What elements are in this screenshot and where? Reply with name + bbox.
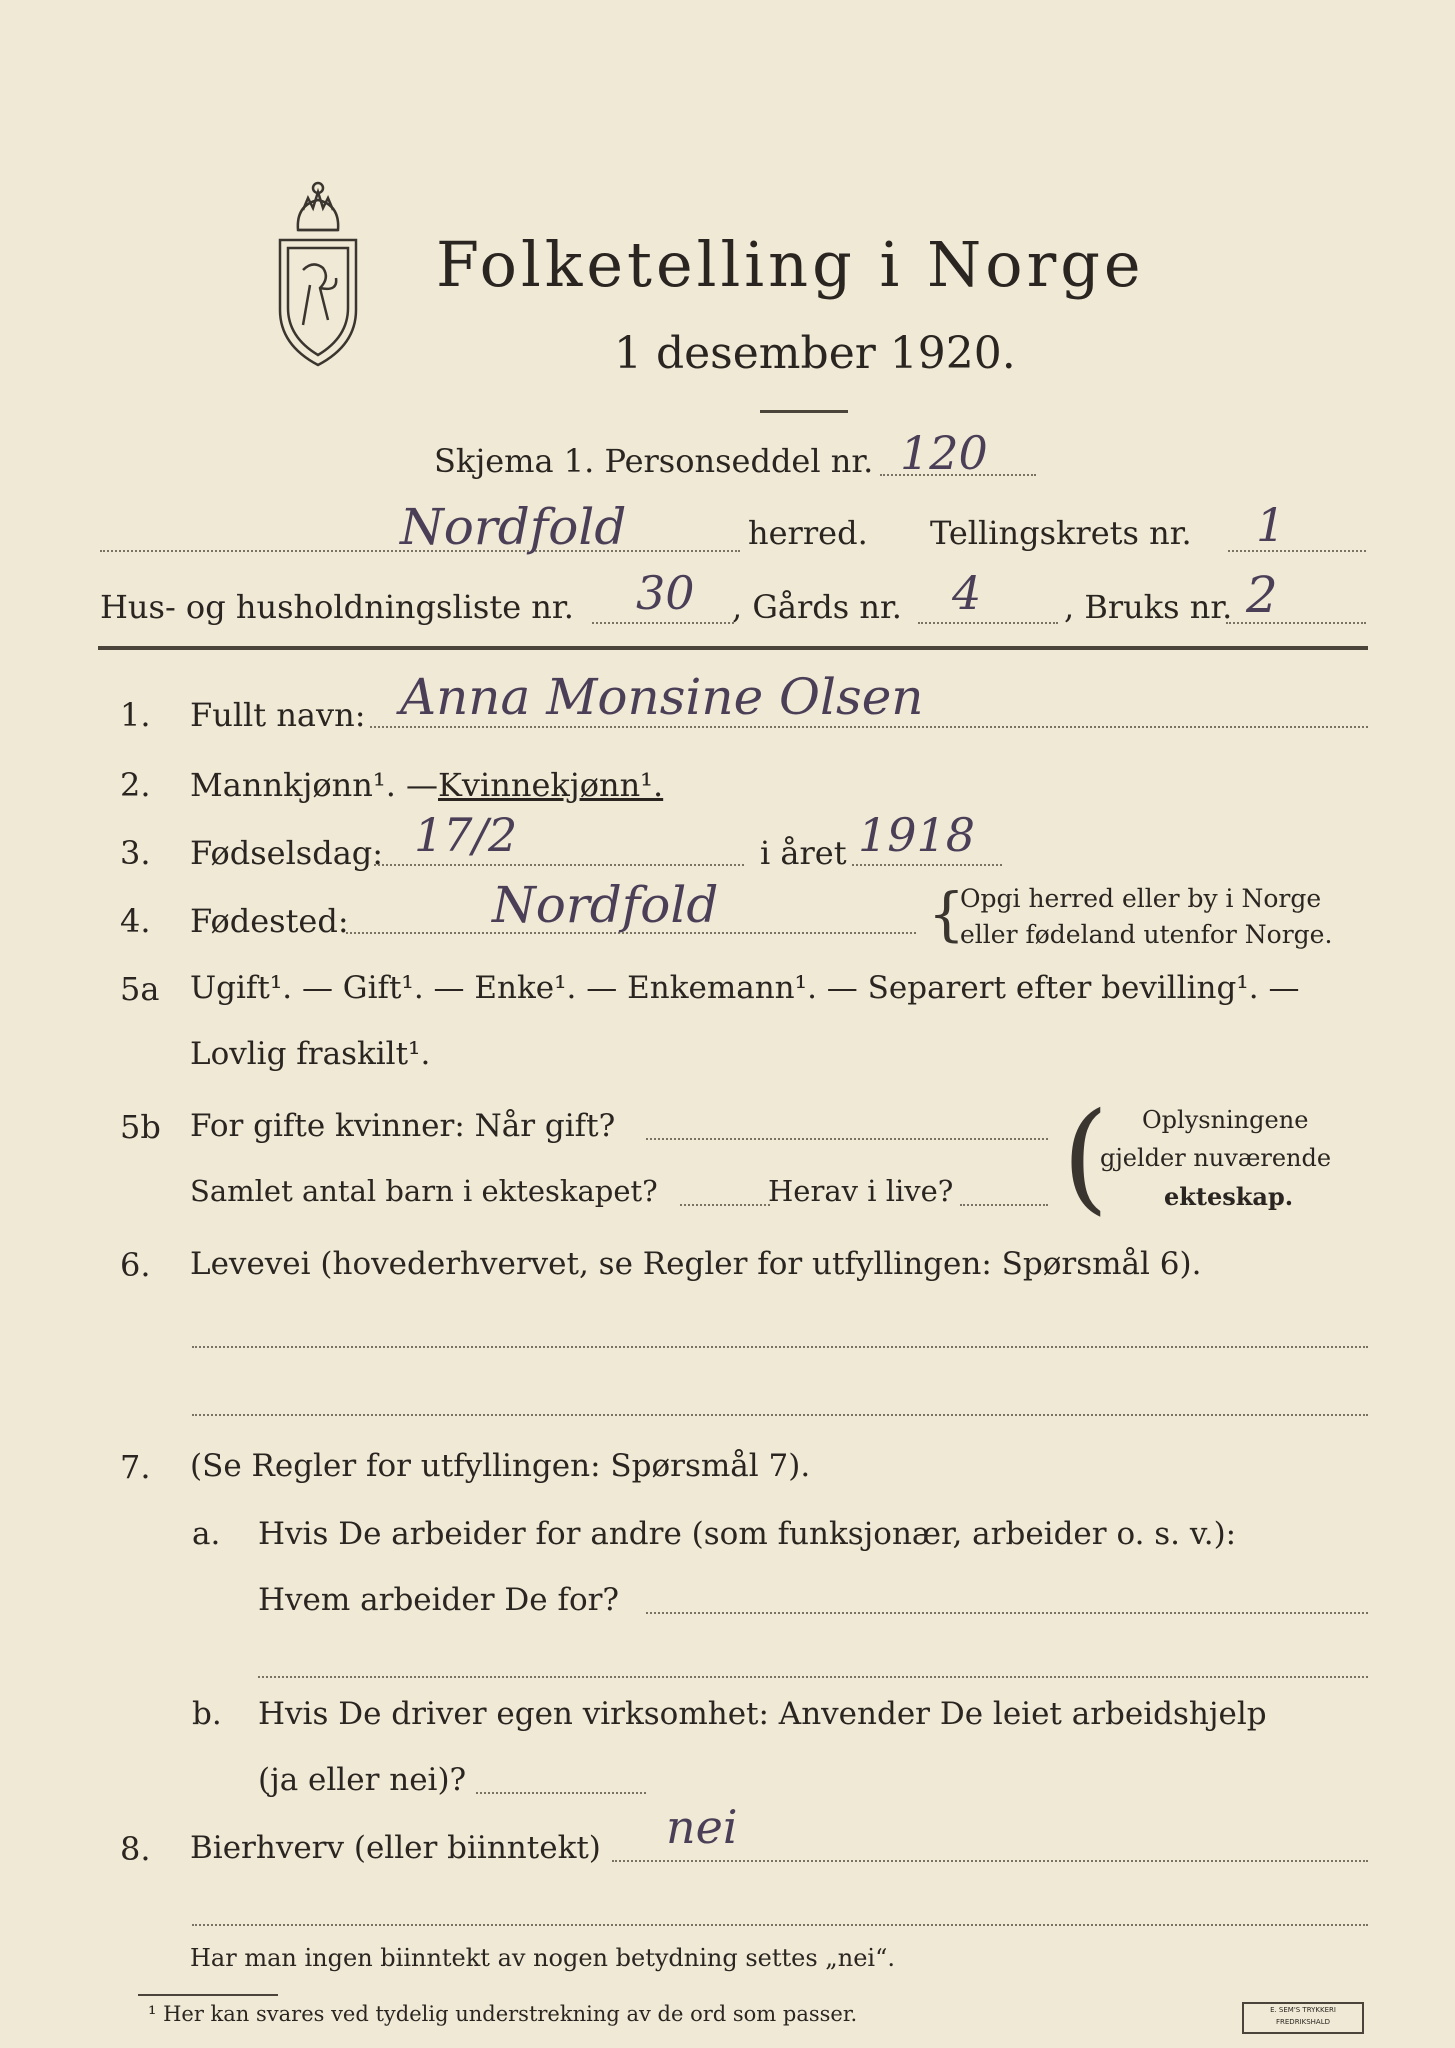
q5b-note-2: gjelder nuværende	[1100, 1144, 1332, 1172]
birth-year-value[interactable]: 1918	[858, 808, 976, 862]
printer-city: FREDRIKSHALD	[1275, 2018, 1330, 2026]
birthplace-value[interactable]: Nordfold	[492, 876, 719, 934]
q7-label: (Se Regler for utfyllingen: Spørsmål 7).	[190, 1448, 811, 1484]
q7b-line-2: (ja eller nei)?	[258, 1762, 467, 1798]
gards-label: , Gårds nr.	[732, 588, 902, 626]
q4-number: 4.	[120, 902, 151, 940]
q6-line-2	[192, 1414, 1368, 1416]
husliste-nr-value[interactable]: 30	[636, 566, 695, 620]
title-divider	[760, 410, 848, 413]
q8-label: Bierhverv (eller biinntekt)	[190, 1830, 601, 1866]
q7b-line-1: Hvis De driver egen virksomhet: Anvender De leiet arbeidshjelp	[258, 1696, 1267, 1732]
printer-name: E. SEM'S TRYKKERI	[1270, 2006, 1336, 2014]
personseddel-nr-value[interactable]: 120	[900, 426, 988, 480]
gards-nr-value[interactable]: 4	[952, 566, 982, 620]
q4-note-1: Opgi herred eller by i Norge	[960, 884, 1322, 913]
gards-dots	[918, 622, 1058, 624]
q7a-line-1: Hvis De arbeider for andre (som funksjonær, arbeider o. s. v.):	[258, 1516, 1237, 1552]
q4-note-2: eller fødeland utenfor Norge.	[960, 920, 1333, 949]
marital-status-divorced-option[interactable]: Lovlig fraskilt¹.	[190, 1036, 431, 1072]
q5b-alive-dots	[960, 1204, 1048, 1206]
q1-dots	[370, 726, 1368, 728]
q3-dots	[374, 864, 744, 866]
q7a-line-2: Hvem arbeider De for?	[258, 1582, 620, 1618]
q7b-letter: b.	[192, 1696, 222, 1732]
q3-number: 3.	[120, 834, 151, 872]
q7b-dots	[476, 1792, 646, 1794]
herred-value[interactable]: Nordfold	[400, 498, 627, 556]
q1-label: Fullt navn:	[190, 696, 366, 734]
q2-number: 2.	[120, 766, 151, 804]
tellingskrets-label: Tellingskrets nr.	[930, 514, 1192, 552]
q6-line-1	[192, 1346, 1368, 1348]
q3-year-label: i året	[760, 834, 847, 872]
q4-brace: {	[928, 880, 965, 948]
footnote: ¹ Her kan svares ved tydelig understrekning av de ord som passer.	[148, 2002, 858, 2026]
q5b-married-dots	[646, 1138, 1048, 1140]
marital-status-options[interactable]: Ugift¹. — Gift¹. — Enke¹. — Enkemann¹. — Separert efter bevilling¹. —	[190, 970, 1300, 1006]
q5b-note-1: Oplysningene	[1142, 1106, 1309, 1134]
census-date: 1 desember 1920.	[614, 328, 1016, 379]
q5b-note-3: ekteskap.	[1164, 1182, 1294, 1211]
q5b-children-dots	[680, 1204, 770, 1206]
q3-label: Fødselsdag:	[190, 834, 384, 872]
q8-dots	[612, 1860, 1368, 1862]
tellingskrets-dots	[1228, 550, 1366, 552]
herred-label: herred.	[748, 514, 868, 552]
q7-number: 7.	[120, 1448, 151, 1486]
q5b-children-label: Samlet antal barn i ekteskapet?	[190, 1174, 658, 1208]
q5b-married-label: For gifte kvinner: Når gift?	[190, 1108, 616, 1144]
q6-label: Levevei (hovederhvervet, se Regler for utfyllingen: Spørsmål 6).	[190, 1246, 1202, 1282]
husliste-dots	[592, 622, 734, 624]
q8-dots-2	[192, 1924, 1368, 1926]
q7a-dots-1	[646, 1612, 1368, 1614]
gender-male-option[interactable]: Mannkjønn¹. —	[190, 766, 439, 804]
norway-coat-of-arms-icon	[258, 160, 378, 370]
q5b-number: 5b	[120, 1108, 161, 1146]
q5a-number: 5a	[120, 970, 160, 1008]
q1-number: 1.	[120, 696, 151, 734]
gender-female-option[interactable]: Kvinnekjønn¹.	[438, 766, 664, 804]
q3-year-dots	[852, 864, 1002, 866]
tellingskrets-nr-value[interactable]: 1	[1256, 498, 1286, 552]
bruks-label: , Bruks nr.	[1064, 588, 1233, 626]
printer-stamp	[1242, 2002, 1364, 2034]
bruks-nr-value[interactable]: 2	[1246, 566, 1278, 624]
form-title: Folketelling i Norge	[436, 228, 1145, 301]
q4-label: Fødested:	[190, 902, 349, 940]
q5b-alive-label: Herav i live?	[768, 1174, 954, 1208]
footer-note: Har man ingen biinntekt av nogen betydning settes „nei“.	[190, 1944, 895, 1972]
full-name-value[interactable]: Anna Monsine Olsen	[400, 668, 924, 726]
q6-number: 6.	[120, 1246, 151, 1284]
q5b-brace: (	[1062, 1088, 1109, 1227]
birthdate-value[interactable]: 17/2	[414, 808, 518, 862]
q8-number: 8.	[120, 1830, 151, 1868]
skjema-label: Skjema 1. Personseddel nr.	[434, 442, 874, 480]
q7a-letter: a.	[192, 1516, 221, 1552]
side-income-value[interactable]: nei	[666, 1800, 738, 1854]
footnote-divider	[138, 1994, 278, 1996]
husliste-label: Hus- og husholdningsliste nr.	[100, 588, 574, 626]
header-divider	[98, 646, 1368, 650]
q7a-dots-2	[258, 1676, 1368, 1678]
